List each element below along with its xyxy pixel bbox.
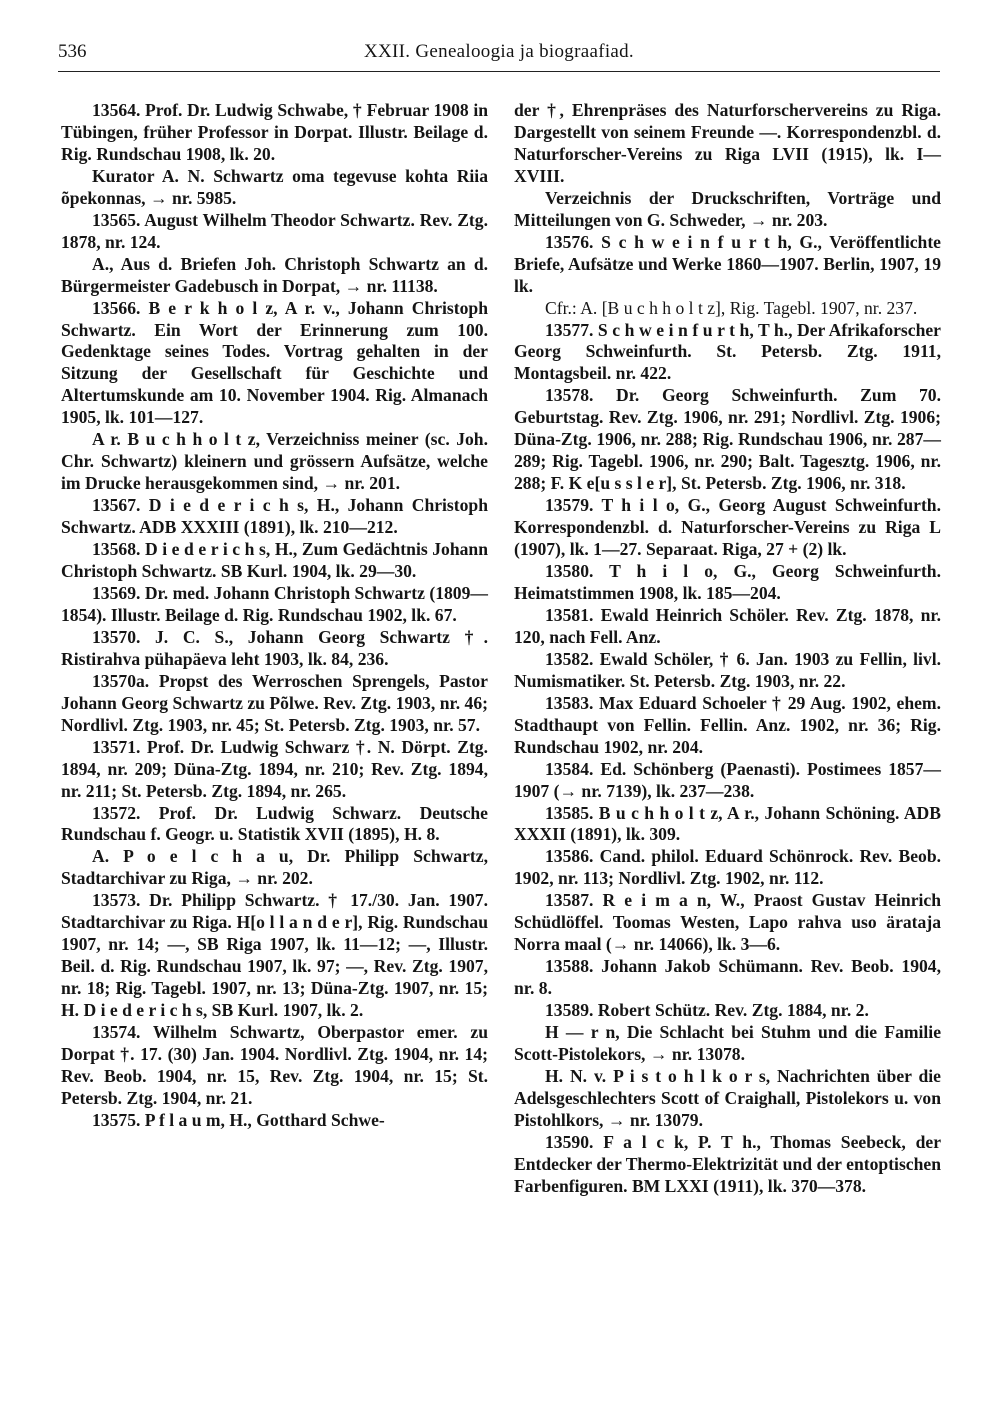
- entry-13585: 13585. B u c h h o l t z, A r., Johann Schöning. ADB XXXII (1891), lk. 309.: [514, 802, 941, 845]
- entry-poelchau-schwartz: A. P o e l c h a u, Dr. Philipp Schwartz, Stadtarchivar zu Riga, → nr. 202.: [61, 846, 488, 889]
- entry-schweder-verzeichnis: Verzeichnis der Druckschriften, Vorträge und Mitteilungen von G. Schweder, → nr. 203.: [514, 187, 941, 230]
- entry-13583: 13583. Max Eduard Schoeler † 29 Aug. 1902, ehem. Stadthaupt von Fellin. Fellin. Anz. 1902, nr. 36; Rig. Rundschau 1902, nr. 204.: [514, 692, 941, 757]
- entry-13581: 13581. Ewald Heinrich Schöler. Rev. Ztg. 1878, nr. 120, nach Fell. Anz.: [514, 604, 941, 647]
- entry-13575-continued: der †, Ehrenpräses des Naturforschervereins zu Riga. Dargestellt von seinem Freunde —. Korrespondenzbl. d. Naturforscher-Vereins zu Riga LVII (1915), lk. I—XVIII.: [514, 100, 941, 186]
- entry-13589: 13589. Robert Schütz. Rev. Ztg. 1884, nr. 2.: [545, 1000, 869, 1021]
- entry-13573: 13573. Dr. Philipp Schwartz. † 17./30. Jan. 1907. Stadtarchivar zu Riga. H[o l l a n d e r], Rig. Rundschau 1907, nr. 14; —, SB Riga 1907, lk. 11—12; —, Illustr. Beil. d. Rig. Rundschau 1907, lk. 97; —, Rev. Ztg. 1907, nr. 18; Rig. Tagebl. 1907, nr. 13; Düna-Ztg. 1907, nr. 15; H. D i e d e r i c h s, SB Kurl. 1907, lk. 2.: [61, 890, 488, 1021]
- entry-hrn-schlacht: H — r n, Die Schlacht bei Stuhm und die Familie Scott-Pistolekors, → nr. 13078.: [514, 1022, 941, 1064]
- entry-13588: 13588. Johann Jakob Schümann. Rev. Beob. 1904, nr. 8.: [514, 956, 941, 999]
- entry-13576-cfr: Cfr.: A. [B u c h h o l t z], Rig. Tagebl. 1907, nr. 237.: [545, 297, 918, 318]
- entry-briefen-schwartz: A., Aus d. Briefen Joh. Christoph Schwartz an d. Bürgermeister Gadebusch in Dorpat, → nr. 11138.: [61, 253, 488, 296]
- entry-13570: 13570. J. C. S., Johann Georg Schwartz †. Ristirahva pühapäeva leht 1903, lk. 84, 236.: [61, 626, 488, 669]
- page-number: 536: [58, 41, 87, 62]
- entry-13590: 13590. F a l c k, P. T h., Thomas Seebeck, der Entdecker der Thermo-Elektrizität und der entoptischen Farbenfiguren. BM LXXI (1911), lk. 370—378.: [514, 1131, 941, 1196]
- entry-13565: 13565. August Wilhelm Theodor Schwartz. Rev. Ztg. 1878, nr. 124.: [61, 209, 488, 252]
- entry-13586: 13586. Cand. philol. Eduard Schönrock. Rev. Beob. 1902, nr. 113; Nordlivl. Ztg. 1902, nr. 112.: [514, 846, 941, 889]
- entry-13571: 13571. Prof. Dr. Ludwig Schwarz †. N. Dörpt. Ztg. 1894, nr. 209; Düna-Ztg. 1894, nr. 210; Rev. Ztg. 1894, nr. 211; St. Petersb. Ztg. 1894, nr. 265.: [61, 736, 488, 801]
- entry-13575: 13575. P f l a u m, H., Gotthard Schwe-: [92, 1109, 385, 1130]
- right-column: [514, 100, 941, 1198]
- entry-13572: 13572. Prof. Dr. Ludwig Schwarz. Deutsche Rundschau f. Geogr. u. Statistik XVII (1895), H. 8.: [61, 802, 488, 845]
- header-rule: [58, 71, 940, 72]
- entry-13579: 13579. T h i l o, G., Georg August Schweinfurth. Korrespondenzbl. d. Naturforscher-Vereins zu Riga L (1907), lk. 1—27. Separaat. Riga, 27 + (2) lk.: [514, 495, 941, 560]
- entry-13576: 13576. S c h w e i n f u r t h, G., Veröffentlichte Briefe, Aufsätze und Werke 1860—1907. Berlin, 1907, 19 lk.: [514, 231, 941, 296]
- entry-13584: 13584. Ed. Schönberg (Paenasti). Postimees 1857—1907 (→ nr. 7139), lk. 237—238.: [514, 758, 941, 801]
- entry-13568: 13568. D i e d e r i c h s, H., Zum Gedächtnis Johann Christoph Schwartz. SB Kurl. 1904, lk. 29—30.: [61, 539, 488, 582]
- entry-13567: 13567. D i e d e r i c h s, H., Johann Christoph Schwartz. ADB XXXIII (1891), lk. 210—212.: [61, 495, 488, 538]
- entry-13569: 13569. Dr. med. Johann Christoph Schwartz (1809—1854). Illustr. Beilage d. Rig. Rundschau 1902, lk. 67.: [61, 582, 488, 625]
- entry-13577: 13577. S c h w e i n f u r t h, T h., Der Afrikaforscher Georg Schweinfurth. St. Petersb. Ztg. 1911, Montagsbeil. nr. 422.: [514, 319, 941, 384]
- running-title: XXII. Genealoogia ja biograafiad.: [364, 41, 634, 62]
- entry-13582: 13582. Ewald Schöler, † 6. Jan. 1903 zu Fellin, livl. Numismatiker. St. Petersb. Ztg. 1903, nr. 22.: [514, 648, 941, 691]
- entry-13580: 13580. T h i l o, G., Georg Schweinfurth. Heimatstimmen 1908, lk. 185—204.: [514, 561, 941, 603]
- entry-kurator-schwartz: Kurator A. N. Schwartz oma tegevuse kohta Riia õpekonnas, → nr. 5985.: [61, 165, 488, 208]
- entry-13570a: 13570a. Propst des Werroschen Sprengels, Pastor Johann Georg Schwartz zu Põlwe. Rev. Ztg. 1903, nr. 46; Nordlivl. Ztg. 1903, nr. 45; St. Petersb. Ztg. 1903, nr. 57.: [61, 670, 488, 735]
- entry-13578: 13578. Dr. Georg Schweinfurth. Zum 70. Geburtstag. Rev. Ztg. 1906, nr. 291; Nordlivl. Ztg. 1906; Düna-Ztg. 1906, nr. 288; Rig. Rundschau 1906, nr. 287—289; Rig. Tagebl. 1906, nr. 290; Balt. Tagesztg. 1906, nr. 288; F. K e[u s s l e r], St. Petersb. Ztg. 1906, nr. 318.: [514, 385, 941, 494]
- left-column: [61, 100, 488, 1132]
- entry-buchholtz-verzeichniss: A r. B u c h h o l t z, Verzeichniss meiner (sc. Joh. Chr. Schwartz) kleinern und grössern Aufsätze, welche im Drucke herausgekommen sind, → nr. 201.: [61, 429, 488, 494]
- entry-pistohlkors-nachrichten: H. N. v. P i s t o h l k o r s, Nachrichten über die Adelsgeschlechters Scott of Craighall, Pistolekors u. von Pistohlkors, → nr. 13079.: [514, 1065, 941, 1130]
- entry-13566: 13566. B e r k h o l z, A r. v., Johann Christoph Schwartz. Ein Wort der Erinnerung zum 100. Gedenktage seines Todes. Vortrag gehalten in der Sitzung der Gesellschaft für Geschichte und Altertumskunde am 10. November 1904. Rig. Almanach 1905, lk. 101—127.: [61, 297, 488, 428]
- entry-13564: 13564. Prof. Dr. Ludwig Schwabe, † Februar 1908 in Tübingen, früher Professor in Dorpat. Illustr. Beilage d. Rig. Rundschau 1908, lk. 20.: [61, 100, 488, 164]
- entry-13587: 13587. R e i m a n, W., Praost Gustav Heinrich Schüdlöffel. Toomas Westen, Lapo rahva uso ärataja Norra maal (→ nr. 14066), lk. 3—6.: [514, 890, 941, 955]
- entry-13574: 13574. Wilhelm Schwartz, Oberpastor emer. zu Dorpat †. 17. (30) Jan. 1904. Nordlivl. Ztg. 1904, nr. 14; Rev. Beob. 1904, nr. 15, Rev. Ztg. 1904, nr. 15; St. Petersb. Ztg. 1904, nr. 21.: [61, 1022, 488, 1108]
